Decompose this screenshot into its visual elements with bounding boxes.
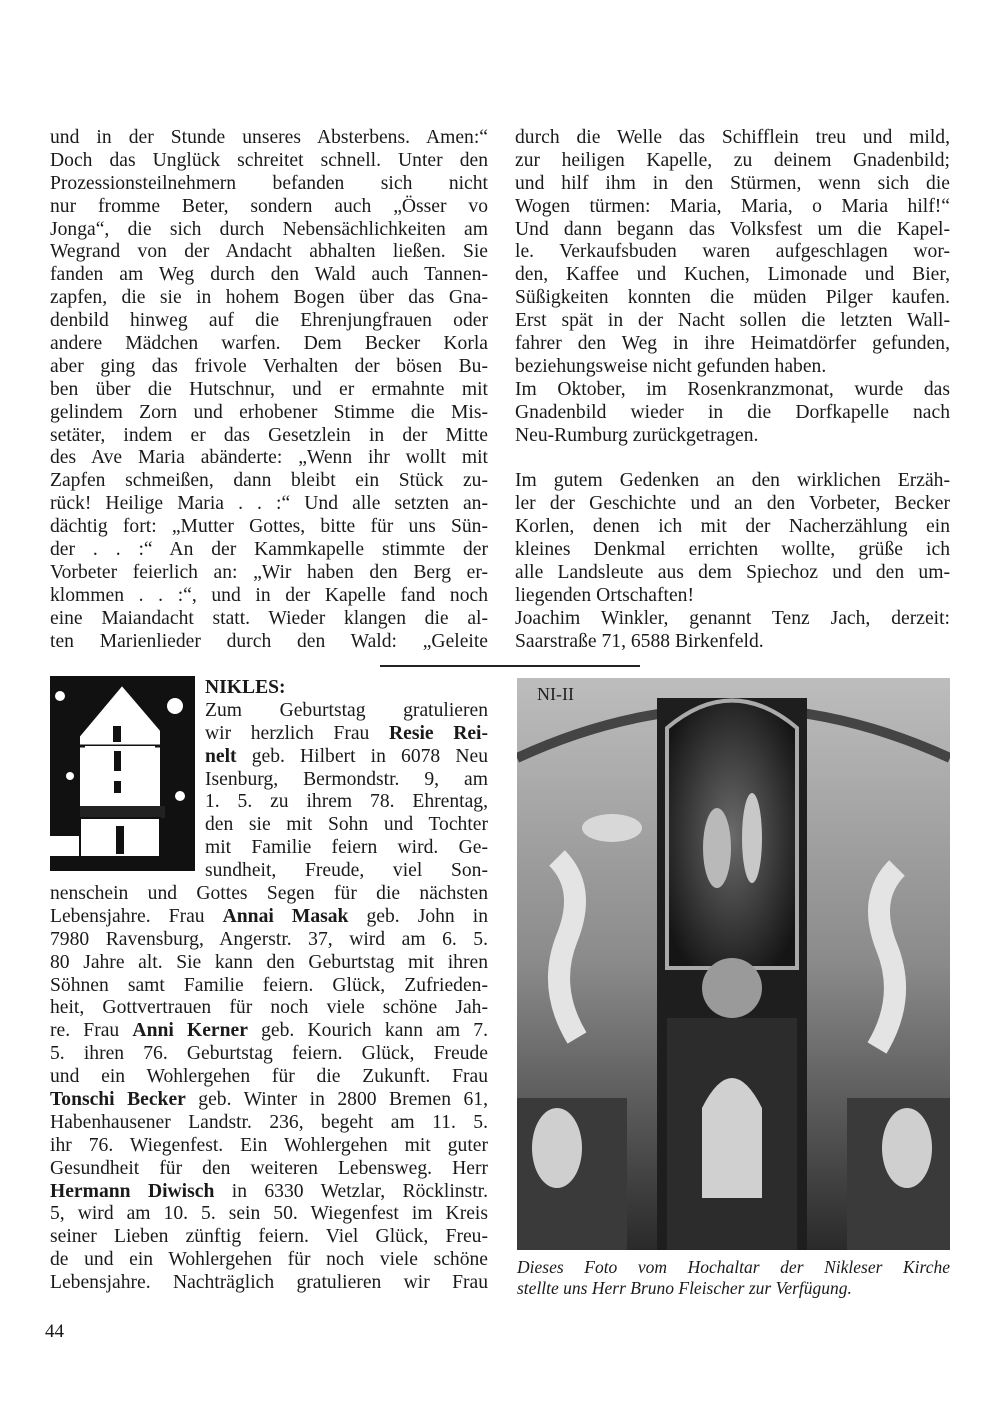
text-segment: Gesundheit für den weiteren Lebensweg. Herr	[50, 1157, 488, 1179]
photo-caption	[517, 1257, 950, 1299]
text-segment: Habenhausener Landstr. 236, begeht am 11. 5.	[50, 1111, 488, 1133]
article-right-column	[515, 127, 950, 653]
text-line: des Ave Maria abänderte: „Wenn ihr wollt mit	[50, 447, 488, 469]
person-name: Anni Kerner	[132, 1020, 248, 1042]
text-line	[205, 814, 488, 837]
text-line: den, Kaffee und Kuchen, Limonade und Bier,	[515, 264, 950, 286]
text-line	[50, 1135, 488, 1158]
text-segment: 1. 5. zu ihrem 78. Ehrentag,	[205, 791, 488, 813]
text-segment: sundheit, Freude, viel Son-	[205, 860, 488, 882]
text-line: Dieses Foto vom Hochaltar der Nikleser Kirche	[517, 1257, 950, 1277]
text-segment: geb. John in	[348, 905, 488, 927]
text-line: denbild hinweg auf die Ehrenjungfrauen oder	[50, 310, 488, 332]
text-line: andere Mädchen warfen. Dem Becker Korla	[50, 333, 488, 355]
text-segment: seiner Lieben zünftig feiern. Viel Glück, Freu-	[50, 1226, 488, 1248]
text-segment: Isenburg, Bermondstr. 9, am	[205, 768, 488, 790]
text-line	[50, 1158, 488, 1181]
text-line: kleines Denkmal errichten wollte, grüße ich	[515, 539, 950, 561]
text-line: Und dann begann das Volksfest um die Kapel-	[515, 218, 950, 240]
text-segment: nenschein und Gottes Segen für die nächsten	[50, 883, 488, 904]
text-line	[50, 1249, 488, 1272]
text-line: fahrer den Weg in ihre Heimatdörfer gefunden,	[515, 333, 950, 355]
text-line	[50, 1181, 488, 1204]
text-line: nur fromme Beter, sondern auch „Össer vo	[50, 195, 488, 217]
text-line: Wegrand von der Andacht abhalten ließen. Sie	[50, 241, 488, 263]
text-line: fanden am Weg durch den Wald auch Tannen-	[50, 264, 488, 286]
text-line	[50, 1020, 488, 1043]
text-line: setäter, indem er das Gesetzlein in der Mitte	[50, 424, 488, 446]
text-line: alle Landsleute aus dem Spiechoz und den um-	[515, 561, 950, 583]
text-line: liegenden Ortschaften!	[515, 584, 694, 606]
text-segment: und ein Wohlergehen für die Zukunft. Frau	[50, 1066, 488, 1088]
text-segment: Zum Geburtstag gratulieren	[205, 699, 488, 721]
text-segment: wir herzlich Frau	[205, 722, 389, 744]
text-segment: Lebensjahre. Nachträglich gratulieren wir Frau	[50, 1272, 488, 1294]
text-line	[50, 1272, 488, 1295]
page-number: 44	[45, 1321, 64, 1342]
text-line: Korlen, denen ich mit der Nacherzählung ein	[515, 516, 950, 538]
text-line: eine Maiandacht statt. Wieder klangen die al-	[50, 607, 488, 629]
text-line: stellte uns Herr Bruno Fleischer zur Verfügung.	[517, 1278, 852, 1298]
text-line	[50, 1089, 488, 1112]
text-line	[50, 997, 488, 1020]
text-line	[50, 906, 488, 929]
text-line	[515, 447, 950, 470]
text-line	[50, 1203, 488, 1226]
text-line	[50, 1112, 488, 1135]
nikles-heading: NIKLES:	[205, 677, 286, 698]
text-line: ben über die Hutschnur, und er ermahnte mit	[50, 378, 488, 400]
text-line: Zapfen schmeißen, dann bleibt ein Stück zu-	[50, 470, 488, 492]
text-line: durch die Welle das Schifflein treu und mild,	[515, 127, 950, 148]
text-segment: heit, Gottvertrauen für noch viele schöne Jah-	[50, 997, 488, 1019]
text-segment: re. Frau	[50, 1020, 133, 1042]
text-segment: 7980 Ravensburg, Angerstr. 37, wird am 6. 5.	[50, 928, 488, 950]
text-segment: geb. Winter in 2800 Bremen 61,	[185, 1089, 488, 1111]
text-line: Joachim Winkler, genannt Tenz Jach, derzeit:	[515, 607, 950, 629]
text-line	[205, 746, 488, 769]
person-name: Hermann Diwisch	[50, 1180, 215, 1202]
text-line	[205, 791, 488, 814]
article-left-column	[50, 127, 488, 653]
text-line: ler der Geschichte und an den Vorbeter, Becker	[515, 493, 950, 515]
text-segment: de und ein Wohlergehen für noch viele schöne	[50, 1249, 488, 1271]
text-segment: geb. Kourich kann am 7.	[247, 1020, 488, 1042]
text-line: dächtig fort: „Mutter Gottes, bitte für uns Sün-	[50, 516, 488, 538]
text-line: Süßigkeiten konnten die müden Pilger kaufen.	[515, 287, 950, 309]
text-line: klommen . . :“, und in der Kapelle fand noch	[50, 584, 488, 606]
person-name: nelt	[205, 745, 237, 767]
text-segment: 5. ihren 76. Geburtstag feiern. Glück, Freude	[50, 1043, 488, 1065]
text-line	[205, 723, 488, 746]
text-line	[205, 837, 488, 860]
text-line: ten Marienlieder durch den Wald: „Geleite	[50, 630, 488, 652]
altar-photo	[517, 678, 950, 1250]
text-line	[50, 883, 488, 906]
text-segment: 5, wird am 10. 5. sein 50. Wiegenfest im Kreis	[50, 1203, 488, 1225]
person-name: Annai Masak	[222, 905, 349, 927]
nikles-intro-text	[205, 677, 488, 883]
person-name: Resie Rei-	[388, 722, 489, 744]
text-line: Doch das Unglück schreitet schnell. Unter den	[50, 149, 488, 171]
text-line: gelindem Zorn und erhobener Stimme die Mis-	[50, 401, 488, 423]
text-line	[50, 975, 488, 998]
text-line: Saarstraße 71, 6588 Birkenfeld.	[515, 630, 764, 652]
text-line: Erst spät in der Nacht sollen die letzten Wall-	[515, 310, 950, 332]
text-line	[205, 700, 488, 723]
text-segment: Lebensjahre. Frau	[50, 905, 223, 927]
text-line: Gnadenbild wieder in die Dorfkapelle nach	[515, 401, 950, 423]
text-line: zapfen, die sie in hohem Bogen über das Gna-	[50, 287, 488, 309]
section-divider	[380, 665, 640, 667]
text-line: rück! Heilige Maria . . :“ Und alle setzten an-	[50, 493, 488, 515]
text-line	[50, 929, 488, 952]
text-line	[205, 860, 488, 883]
text-segment: geb. Hilbert in 6078 Neu	[236, 745, 488, 767]
text-segment: 80 Jahre alt. Sie kann den Geburtstag mit ihren	[50, 951, 488, 973]
photo-inscription: NI-II	[537, 684, 574, 704]
text-line	[50, 1226, 488, 1249]
text-line: Neu-Rumburg zurückgetragen.	[515, 424, 759, 446]
text-line	[50, 1043, 488, 1066]
nikles-church-woodcut-image	[50, 676, 195, 871]
text-line: der . . :“ An der Kammkapelle stimmte der	[50, 539, 488, 561]
nikles-birthday-text	[50, 883, 488, 1295]
text-line: le. Verkaufsbuden waren aufgeschlagen wor-	[515, 241, 950, 263]
text-line: Wogen türmen: Maria, Maria, o Maria hilf!“	[515, 195, 950, 217]
text-line: Jonga“, die sich durch Nebensächlichkeiten am	[50, 218, 488, 240]
text-line: zur heiligen Kapelle, zu deinem Gnadenbild;	[515, 149, 950, 171]
text-line	[50, 1066, 488, 1089]
text-line: Vorbeter feierlich an: „Wir haben den Berg er-	[50, 561, 488, 583]
text-segment: ihr 76. Wiegenfest. Ein Wohlergehen mit guter	[50, 1134, 488, 1156]
text-line	[50, 952, 488, 975]
text-segment: den sie mit Sohn und Tochter	[205, 814, 488, 836]
text-line	[205, 769, 488, 792]
text-segment: mit Familie feiern wird. Ge-	[205, 837, 488, 859]
text-line: Im gutem Gedenken an den wirklichen Erzäh-	[515, 470, 950, 492]
text-segment: Söhnen samt Familie feiern. Glück, Zufrieden-	[50, 974, 488, 996]
text-line: aber ging das frivole Verhalten der bösen Bu-	[50, 355, 488, 377]
text-line: beziehungsweise nicht gefunden haben.	[515, 355, 827, 377]
person-name: Tonschi Becker	[50, 1089, 186, 1111]
text-segment: in 6330 Wetzlar, Röcklinstr.	[214, 1180, 488, 1202]
text-line: und hilf ihm in den Stürmen, wenn sich die	[515, 172, 950, 194]
text-line: Prozessionsteilnehmern befanden sich nicht	[50, 172, 488, 194]
text-line: und in der Stunde unseres Absterbens. Amen:“	[50, 127, 488, 148]
text-line: Im Oktober, im Rosenkranzmonat, wurde das	[515, 378, 950, 400]
